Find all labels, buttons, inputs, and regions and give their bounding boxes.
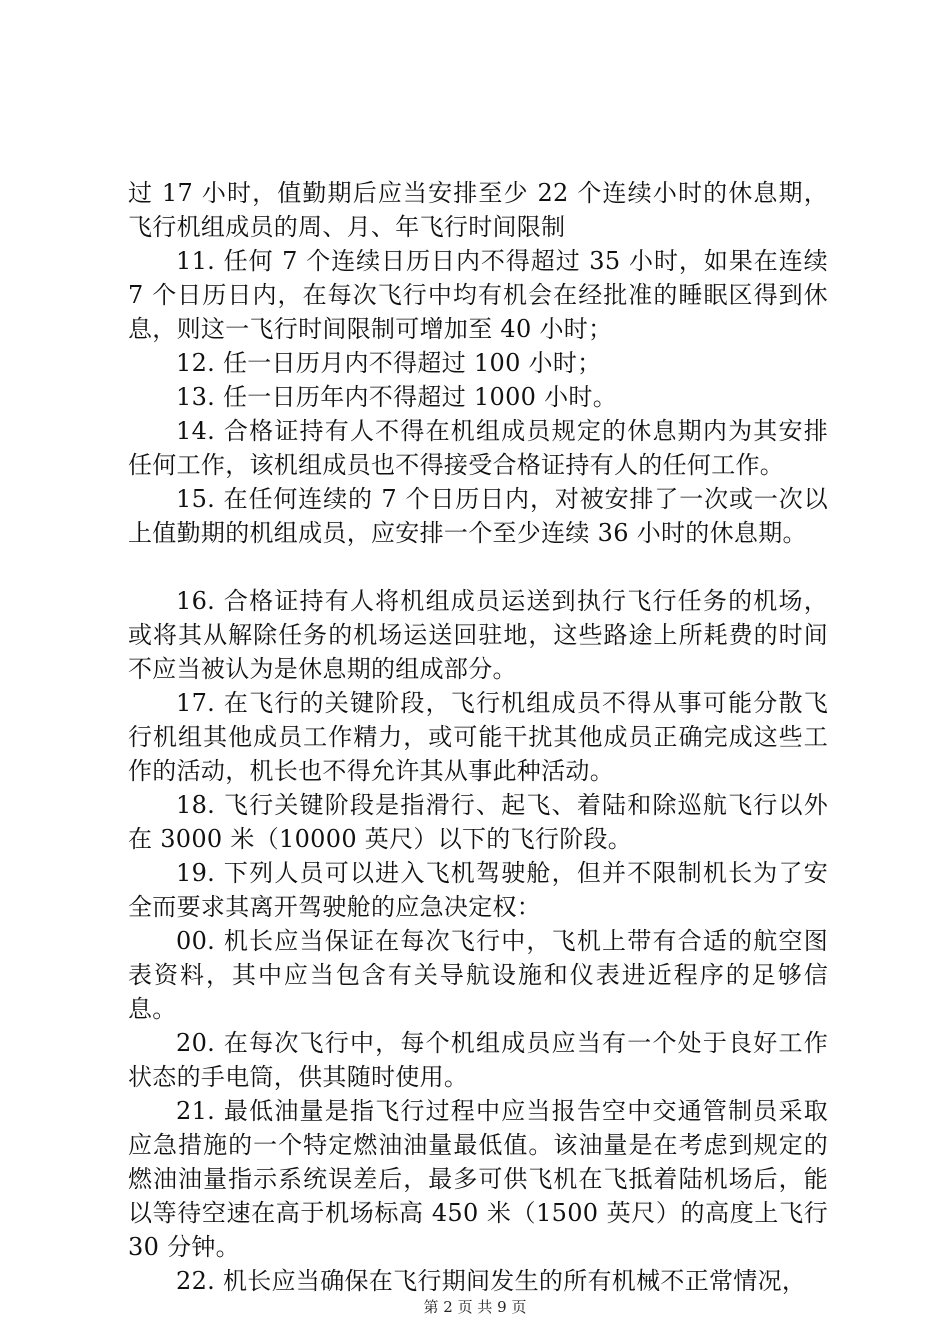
document-body	[128, 176, 828, 1298]
paragraph-20: 20. 在每次飞行中，每个机组成员应当有一个处于良好工作状态的手电筒，供其随时使用。	[128, 1029, 828, 1091]
paragraph-13: 13. 任一日历年内不得超过 1000 小时。	[176, 383, 618, 411]
page-number-footer: 第 2 页 共 9 页	[423, 1298, 527, 1316]
paragraph-16: 16. 合格证持有人将机组成员运送到执行飞行任务的机场，或将其从解除任务的机场运送回驻地，这些路途上所耗费的时间不应当被认为是休息期的组成部分。	[128, 587, 828, 683]
paragraph-21: 21. 最低油量是指飞行过程中应当报告空中交通管制员采取应急措施的一个特定燃油油量最低值。该油量是在考虑到规定的燃油油量指示系统误差后，最多可供飞机在飞抵着陆机场后，能以等待空速在高于机场标高 450 米（1500 英尺）的高度上飞行 30 分钟。	[128, 1097, 828, 1261]
paragraph-11: 11. 任何 7 个连续日历日内不得超过 35 小时，如果在连续 7 个日历日内，在每次飞行中均有机会在经批准的睡眠区得到休息，则这一飞行时间限制可增加至 40 小时；	[128, 247, 828, 343]
paragraph-12: 12. 任一日历月内不得超过 100 小时；	[176, 349, 602, 377]
paragraph-17: 17. 在飞行的关键阶段，飞行机组成员不得从事可能分散飞行机组其他成员工作精力，或可能干扰其他成员正确完成这些工作的活动，机长也不得允许其从事此种活动。	[128, 689, 828, 785]
paragraph-18: 18. 飞行关键阶段是指滑行、起飞、着陆和除巡航飞行以外在 3000 米（10000 英尺）以下的飞行阶段。	[128, 791, 828, 853]
paragraph-gap	[128, 550, 828, 584]
paragraph-14: 14. 合格证持有人不得在机组成员规定的休息期内为其安排任何工作，该机组成员也不得接受合格证持有人的任何工作。	[128, 417, 828, 479]
paragraph-22: 22. 机长应当确保在飞行期间发生的所有机械不正常情况，	[176, 1267, 807, 1295]
paragraph-15: 15. 在任何连续的 7 个日历日内，对被安排了一次或一次以上值勤期的机组成员，应安排一个至少连续 36 小时的休息期。	[128, 485, 828, 547]
paragraph-19: 19. 下列人员可以进入飞机驾驶舱，但并不限制机长为了安全而要求其离开驾驶舱的应急决定权：	[128, 859, 828, 921]
paragraph-00: 00. 机长应当保证在每次飞行中，飞机上带有合适的航空图表资料，其中应当包含有关导航设施和仪表进近程序的足够信息。	[128, 927, 828, 1023]
paragraph-continuation: 过 17 小时，值勤期后应当安排至少 22 个连续小时的休息期，飞行机组成员的周、月、年飞行时间限制	[128, 179, 828, 241]
